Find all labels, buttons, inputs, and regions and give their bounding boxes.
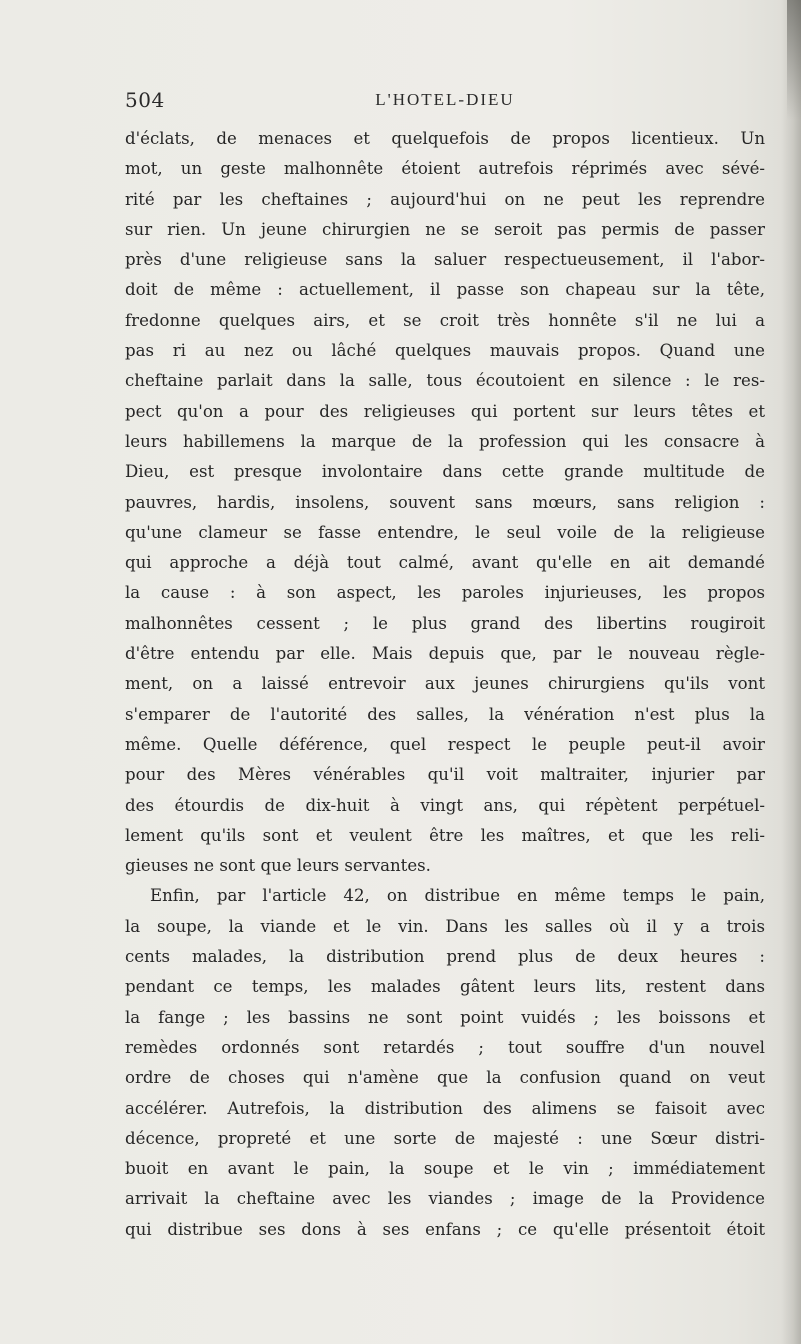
text-line: lement qu'ils sont et veulent être les maîtres, et que les reli-	[125, 825, 765, 845]
text-line: pas ri au nez ou lâché quelques mauvais propos. Quand une	[125, 341, 765, 361]
running-head: L'HOTEL-DIEU	[375, 90, 515, 109]
text-line: malhonnêtes cessent ; le plus grand des libertins rougiroit	[125, 613, 765, 633]
body-text	[125, 124, 765, 1245]
text-line: décence, propreté et une sorte de majesté : une Sœur distri-	[125, 1128, 765, 1148]
text-line: la soupe, la viande et le vin. Dans les salles où il y a trois	[125, 916, 765, 936]
text-line: ordre de choses qui n'amène que la confusion quand on veut	[125, 1068, 765, 1088]
text-line: pendant ce temps, les malades gâtent leurs lits, restent dans	[125, 977, 765, 997]
text-line: fredonne quelques airs, et se croit très honnête s'il ne lui a	[125, 310, 765, 330]
text-line: pect qu'on a pour des religieuses qui portent sur leurs têtes et	[125, 401, 765, 421]
text-line: buoit en avant le pain, la soupe et le vin ; immédiatement	[125, 1159, 765, 1179]
text-line: cents malades, la distribution prend plus de deux heures :	[125, 947, 765, 967]
text-line: mot, un geste malhonnête étoient autrefois réprimés avec sévé-	[125, 159, 765, 179]
text-line: qui approche a déjà tout calmé, avant qu'elle en ait demandé	[125, 553, 765, 573]
text-line: Dieu, est presque involontaire dans cette grande multitude de	[125, 462, 765, 482]
paragraph-start-line: Enfin, par l'article 42, on distribue en même temps le pain,	[150, 886, 765, 906]
text-line: leurs habillemens la marque de la profession qui les consacre à	[125, 431, 765, 451]
text-line: s'emparer de l'autorité des salles, la vénération n'est plus la	[125, 704, 765, 724]
page-number: 504	[125, 88, 165, 112]
text-line: d'éclats, de menaces et quelquefois de propos licentieux. Un	[125, 129, 765, 148]
text-line: d'être entendu par elle. Mais depuis que, par le nouveau règle-	[125, 644, 765, 664]
text-line: pour des Mères vénérables qu'il voit maltraiter, injurier par	[125, 765, 765, 785]
text-line: arrivait la cheftaine avec les viandes ; image de la Providence	[125, 1189, 765, 1209]
text-line: qui distribue ses dons à ses enfans ; ce qu'elle présentoit étoit	[125, 1219, 765, 1239]
text-line: accélérer. Autrefois, la distribution des alimens se faisoit avec	[125, 1098, 765, 1118]
text-line: cheftaine parlait dans la salle, tous écoutoient en silence : le res-	[125, 371, 765, 391]
text-line: doit de même : actuellement, il passe son chapeau sur la tête,	[125, 280, 765, 300]
text-line: la fange ; les bassins ne sont point vuidés ; les boissons et	[125, 1007, 765, 1027]
page-edge-shadow	[781, 0, 801, 1344]
text-line: même. Quelle déférence, quel respect le peuple peut-il avoir	[125, 734, 765, 754]
text-line: ment, on a laissé entrevoir aux jeunes chirurgiens qu'ils vont	[125, 674, 765, 694]
text-line: remèdes ordonnés sont retardés ; tout souffre d'un nouvel	[125, 1037, 765, 1057]
page-edge-dark-corner	[787, 0, 801, 120]
text-line: des étourdis de dix-huit à vingt ans, qui répètent perpétuel-	[125, 795, 765, 815]
text-line: qu'une clameur se fasse entendre, le seul voile de la religieuse	[125, 522, 765, 542]
text-line: la cause : à son aspect, les paroles injurieuses, les propos	[125, 583, 765, 603]
text-line: rité par les cheftaines ; aujourd'hui on ne peut les reprendre	[125, 189, 765, 209]
text-line: pauvres, hardis, insolens, souvent sans mœurs, sans religion :	[125, 492, 765, 512]
text-line: sur rien. Un jeune chirurgien ne se seroit pas permis de passer	[125, 219, 765, 239]
text-line: près d'une religieuse sans la saluer respectueusement, il l'abor-	[125, 250, 765, 270]
page-header	[125, 88, 765, 116]
paragraph-end-line: gieuses ne sont que leurs servantes.	[125, 856, 431, 876]
